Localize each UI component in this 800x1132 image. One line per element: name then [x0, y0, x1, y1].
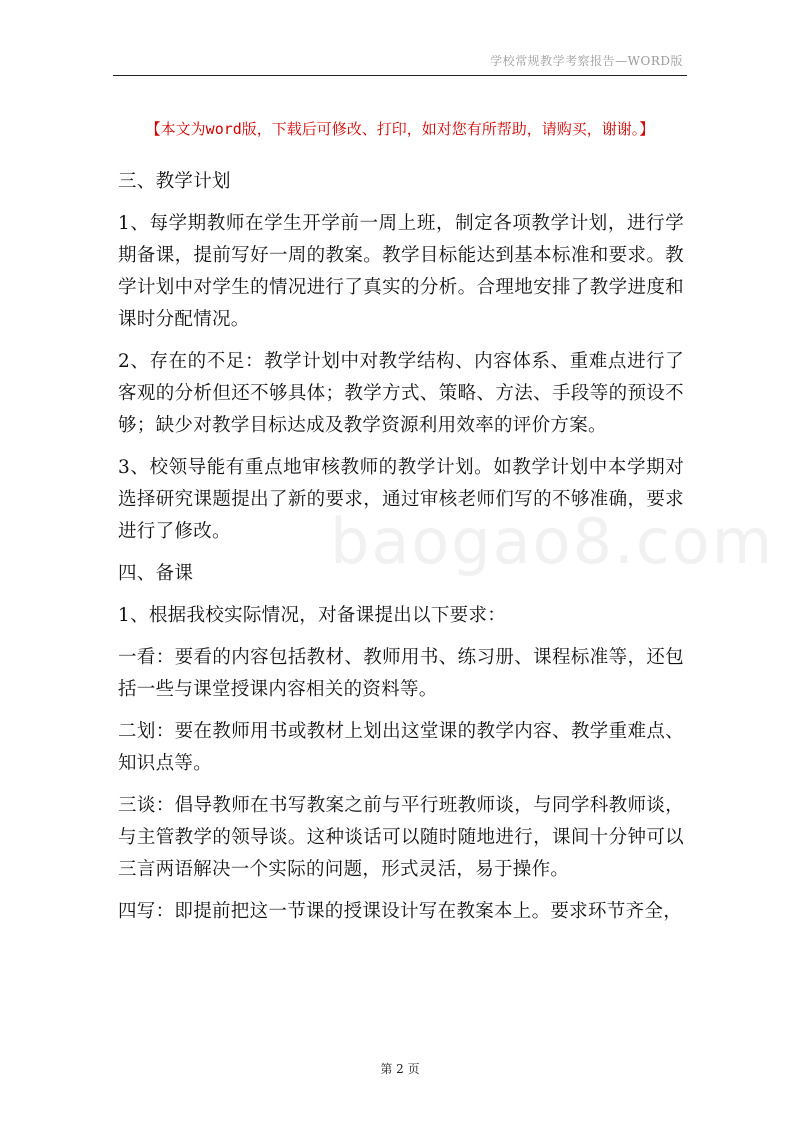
paragraph: 1、根据我校实际情况，对备课提出以下要求：: [118, 605, 507, 626]
purchase-notice: 【本文为word版，下载后可修改、打印，如对您有所帮助，请购买，谢谢。】: [145, 120, 655, 138]
paragraph: 四写：即提前把这一节课的授课设计写在教案本上。要求环节齐全，: [118, 901, 683, 922]
paragraph: 二划：要在教师用书或教材上划出这堂课的教学内容、教学重难点、知识点等。: [118, 721, 684, 774]
paragraph: 三谈：倡导教师在书写教案之前与平行班教师谈，与同学科教师谈，与主管教学的领导谈。这种谈话可以随时随地进行，课间十分钟可以三言两语解决一个实际的问题，形式灵活，易于操作。: [118, 795, 684, 880]
paragraph: 2、存在的不足：教学计划中对教学结构、内容体系、重难点进行了客观的分析但还不够具体；教学方式、策略、方法、手段等的预设不够；缺少对教学目标达成及教学资源利用效率的评价方案。: [118, 351, 684, 436]
header-divider: [113, 75, 687, 76]
document-body: [118, 166, 684, 938]
paragraph: 1、每学期教师在学生开学前一周上班，制定各项教学计划，进行学期备课，提前写好一周的教案。教学目标能达到基本标准和要求。教学计划中对学生的情况进行了真实的分析。合理地安排了教学进度和课时分配情况。: [118, 213, 684, 330]
paragraph: 3、校领导能有重点地审核教师的教学计划。如教学计划中本学期对选择研究课题提出了新的要求，通过审核老师们写的不够准确，要求进行了修改。: [118, 457, 684, 542]
page-number: 第 2 页: [380, 1062, 420, 1076]
watermark: baogao8.com: [330, 505, 775, 578]
header-title: 学校常规教学考察报告—WORD版: [490, 54, 683, 68]
paragraph: 一看：要看的内容包括教材、教师用书、练习册、课程标准等，还包括一些与课堂授课内容相关的资料等。: [118, 647, 684, 700]
section-heading-lesson-prep: 四、备课: [118, 563, 194, 584]
section-heading-teaching-plan: 三、教学计划: [118, 171, 231, 192]
